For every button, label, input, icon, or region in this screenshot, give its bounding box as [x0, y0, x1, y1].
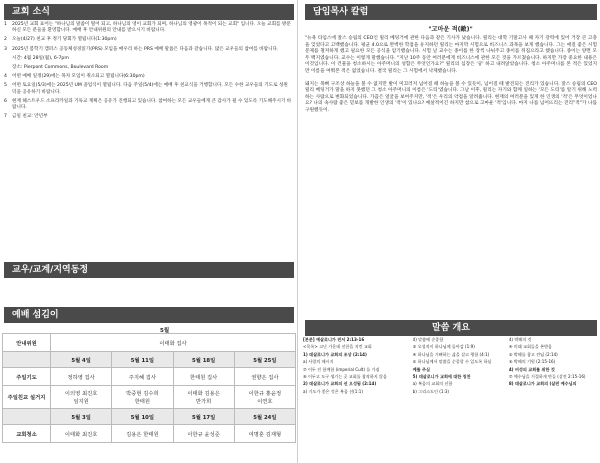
section-header-community: 교우/교계/지역동정	[4, 262, 294, 278]
news-subline: 장소: Pierpont Commons, Boulevard Room	[12, 65, 109, 71]
news-list	[4, 22, 292, 123]
left-page	[0, 0, 298, 463]
table-row: 5월 3일 5월 10일 5월 17일 5월 24일	[3, 409, 296, 425]
outline-item: 1) 데살로니가 교회의 조상 (2:14)	[303, 351, 367, 357]
schedule-table	[2, 333, 296, 443]
outline-item	[509, 388, 599, 395]
outline-item: a) 사랑의 메시지	[303, 359, 334, 365]
outline-item: a) 복음의 교회의 선함	[412, 381, 453, 387]
outline-item: 4) 말씀에 순종함	[412, 337, 444, 342]
table-row: 주일기도 정하영 집사 주지혜 집사 한태원 집사 권향은 집사	[3, 368, 296, 386]
news-item: 1 2025년 교회 표어는 "하나님의 말씀이 떨어 되고, 하나님의 영이 교회가 되며, 하나님의 영광이 목적이 되는 교회" 입니다. 오늘 교회를 방문하신 모든 분들을 환영합니다. 예배 후 안내위원의 안내를 받으시기 바랍니다.	[4, 22, 291, 34]
outline-item: ⑤ 하나님께서 말씀을 순종할 수 있도록 하심	[412, 359, 492, 365]
paragraph: 돼지는 목뼈 구조상 하늘을 볼 수 없지만 발이 미끄러져 넘어질 때 하늘을 볼 수 있듯이, 넘어질 때 발견되는 진리가 있습니다. 잘스 승림의 CEO 릴리 베팅거가 말을 하지 못했던 그 청소 아주머니의 이름은 '도티'였습니다. 그날 이후, 릴리는 자기와 함께 일하는 '모든 도티'를 알기 위해 노력하는 사람으로 변화되었습니다. 가끔은 얼굴을 보여주지만, '적'은 우리의 약점을 알려줍니다. 현재의 여러분을 있게 한 인생의 '적'은 무엇이었나요? 나의 속사람 좋은 믿보를 개발한 인생의 '적'이 있나요? 예살적이긴 하지만 참으로 고마운 '적'입니다. 마지 나를 넘어뜨리는 진리"적"가 나를 구원했듯이.	[305, 81, 597, 113]
news-item: 6 현재 헤스트우드 소프라카일과 기독교 계획은 공유가 진행되고 있습니다. 참여하는 모든 교우들에게 큰 감사가 될 수 있도록 기도해주시기 바랍니다.	[4, 98, 292, 111]
outline-item: 5) 데살로니가 교회에 대한 칭찬	[412, 374, 471, 380]
outline-item: 예를 주심	[412, 366, 430, 372]
table-row: 주일친교 설거지 이의영 최진호 임지원 박중현 김수희 한태원 이태화 김용은 반가희 이한규 홍윤정 이연호	[3, 386, 296, 409]
news-item: 2 오늘(4/27) 친교 후 정기 당회가 열립니다(1:30pm)	[4, 37, 117, 43]
table-row: 교회청소 이태화 최진호 김용은 한태원 이한규 윤성준 여명훈 김재형	[3, 425, 296, 443]
outline-item: ③ 오성적이 하나님께 돌아감 (1:9)	[412, 344, 475, 350]
column-title: "고마운 적(敵)"	[428, 26, 473, 33]
right-page	[301, 0, 600, 463]
outline-item: ⑦ 예수님을 거절하게 만들 (살전 2:15-16)	[508, 374, 586, 380]
news-subline: 시간: 4월 28일(월), 6-7pm	[12, 55, 69, 61]
paragraph: "뉴욕 타임스에 잘스 승림의 CEO인 릴리 베팅거에 관한 다음과 같은 기사가 났습니다. 릴리는 대학 기말고사 때 자기 강력에 있어 거장 큰 고충을 잊었다고 고백했습니다. 평균 4.0으로 완벽한 학점을 유지하던 릴리는 마지막 시험으로 비즈니스 과목을 보게 했습니다. 그는 애질 좋은 시험 문제를 철저하게 했고 필요한 모든 공식을 암기했습니다. 시험 날 교수는 종이를 한 장씩 나눠주고 종이를 뒤집으라고 했습니다. 종이는 양면 모두 백지였습니다. 교수는 이렇게 말했습니다. "지난 10주 동안 여러분에게 비즈니스에 관한 모든 것을 가르쳤습니다. 하지만 가장 중요한 내용은 이것입니다. 이 건물을 청소하시는 아주머니의 성함은 무엇인가요?" 릴리의 심장은 '쿵' 하고 내려앉았습니다. 청소 아주머니를 본 적은 있었지만 이름을 여쭤본 적은 없었습니다. 결국 릴리는 그 시험에서 낙제했습니다.	[305, 36, 597, 74]
column-header: 담임목사 칼럼	[305, 4, 597, 20]
table-row: 안내위원 이태화 집사	[3, 334, 296, 352]
outline-item: ④ 하나님을 기뻐하는 삶을 살고 행함 (4:1)	[412, 351, 490, 357]
news-item: 3 2025년 봄학기 캠퍼스 공동체성경읽기(PRS) 모임을 매우리 하는 PRS 예배 말씀은 다음과 같습니다. 많은 교우들의 참여를 바랍니다.	[4, 46, 279, 52]
outline-item: ⑦ 이두 진 함께함 (imperial Cult) 를 가짐	[303, 366, 380, 372]
outline-item: b) 그리스도인 (1:3)	[412, 388, 450, 394]
news-item: 4 어떤 예배 일정(29)에는 목자 모임이 취소되고 열립니다(6:30pm)	[4, 74, 145, 80]
news-item: 5 어떤 토요일(5/3)에는 2025년 UM 졸업식이 열립니다. 다음 주일(5/4)에는 예배 후 친교식을 거행합니다. 모든 수한 교우들의 기도로 성원 덕을 공유하기 바랍니다.	[4, 83, 288, 95]
schedule-month: 5월	[160, 328, 170, 334]
section-header-servers: 예배 섬김이	[4, 307, 294, 323]
outline-item: ④ 미래 교회들을 본받음	[508, 344, 552, 350]
outline-item: 4) 박해의 것	[508, 337, 532, 342]
outline-item: [본문] 예살로니가 전서 2:13-16	[303, 337, 365, 342]
outline-item: ⑤ 박해를 참고 견딤 (2:14)	[508, 351, 558, 357]
table-row: 5월 4일 5월 11일 5월 18일 5월 25일	[3, 352, 296, 368]
outline-item: <목록> 고난 가운데 선한을 지킨 교회	[303, 344, 372, 350]
outline-item: ⑧ 이두고 도구 생기는 곳 교회를 참작하지 않음	[303, 374, 387, 380]
outline-header: 말씀 개요	[305, 320, 597, 336]
column-body	[305, 36, 597, 121]
news-item: 7 금일 친교: 안년부	[4, 114, 48, 120]
outline-item: 2) 데살로니가 교회의 선 오성됨 (2:14)	[303, 381, 377, 387]
outline-item: 4) 비성의 교회를 위한 것	[508, 366, 555, 372]
outline-item: 8) 데살로니가 교회의 (살전 예수님의	[508, 381, 577, 387]
news-header: 교회 소식	[4, 4, 294, 20]
outline-item: ⑥ 박해의 기원 (2:15-16)	[508, 359, 556, 365]
outline-item: a) 기도가 좋은 것은 복음 선(1:1)	[303, 388, 363, 394]
sermon-outline	[303, 336, 599, 395]
